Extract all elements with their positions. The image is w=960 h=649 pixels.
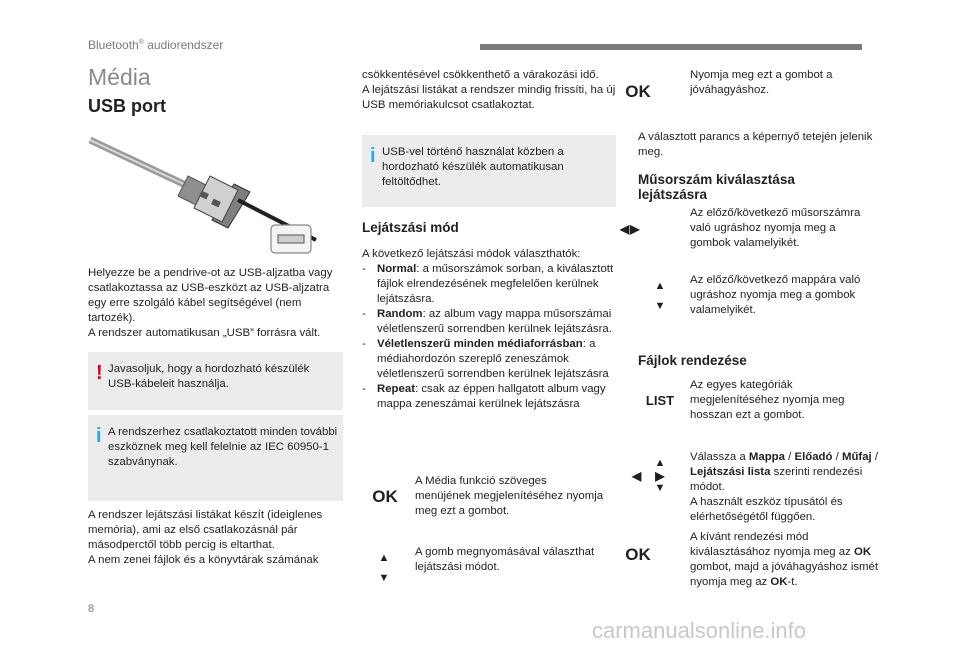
ok-button-icon: OK: [625, 545, 651, 564]
playback-mode-list: [362, 247, 620, 412]
track-selection-heading: Műsorszám kiválasztása lejátszásra: [638, 172, 795, 202]
info-box-charging: [362, 135, 616, 207]
ok-menu-text: A Média funkció szöveges menüjének megjelenítéséhez nyomja meg ezt a gombot.: [415, 475, 604, 517]
updown-folder-text: Az előző/következő mappára való ugráshoz nyomja meg a gombok valamelyikét.: [690, 274, 861, 316]
playlist-text: A rendszer lejátszási listákat készít (ideiglenes memória), ami az első csatlakozásnál pár másodperctől több percig is eltarthat. A nem zenei fájlok és a könyvtárak számának: [88, 509, 323, 566]
down-arrow-icon: ▼: [654, 300, 666, 312]
down-arrow-icon: ▼: [378, 572, 390, 584]
left-right-arrows-icon: [632, 469, 678, 483]
warning-box: [88, 352, 343, 410]
sort-confirm-text: A kívánt rendezési mód kiválasztásához nyomja meg az OK gombot, majd a jóváhagyáshoz ismét nyomja meg az OK-t.: [690, 531, 879, 588]
list-button-icon: LIST: [645, 393, 675, 408]
ok-button-icon: OK: [625, 82, 651, 101]
left-right-arrows-icon: [620, 222, 640, 236]
up-arrow-icon: ▲: [654, 457, 666, 469]
up-arrow-icon: ▲: [654, 280, 666, 292]
list-item: - Normal: a műsorszámok sorban, a kiválasztott fájlok elrendezésének megfelelően kerülnek lejátszásra.: [362, 263, 614, 305]
playback-mode-intro: A következő lejátszási módok választhatók:: [362, 248, 581, 260]
file-sort-heading: Fájlok rendezése: [638, 353, 747, 368]
list-categories-text: Az egyes kategóriák megjelenítéséhez nyomja meg hosszan ezt a gombot.: [690, 379, 845, 421]
list-item: - Random: az album vagy mappa műsorszámai véletlenszerű sorrendben kerülnek lejátszásra.: [362, 308, 612, 335]
usb-plug-illustration: [88, 132, 318, 256]
section-title: Bluetooth® audiorendszer: [88, 38, 224, 52]
updown-mode-text: A gomb megnyomásával választhat lejátszási módot.: [415, 546, 595, 573]
watermark: carmanualsonline.info: [592, 618, 807, 643]
info-text-iec: A rendszerhez csatlakoztatott minden további eszköznek meg kell felelnie az IEC 60950-1 szabványnak.: [108, 426, 338, 468]
list-item: - Véletlenszerű minden médiaforrásban: a médiahordozón szereplő zeneszámok véletlenszerű sorrendben kerülnek lejátszásra: [362, 338, 609, 380]
info-icon: i: [96, 425, 102, 447]
down-arrow-icon: ▼: [654, 482, 666, 494]
selected-command-text: A választott parancs a képernyő tetején jelenik meg.: [638, 131, 873, 158]
ok-confirm-text: Nyomja meg ezt a gombot a jóváhagyáshoz.: [690, 69, 833, 96]
ok-button-icon: OK: [372, 487, 398, 506]
info-text-charging: USB-vel történő használat közben a hordozható készülék automatikusan feltöltődhet.: [382, 146, 564, 188]
leftright-track-text: Az előző/következő műsorszámra való ugráshoz nyomja meg a gombok valamelyikét.: [690, 207, 861, 249]
warning-text: Javasoljuk, hogy a hordozható készülék USB-kábeleit használja.: [108, 363, 310, 390]
page-number: 8: [88, 603, 95, 615]
usb-port-heading: USB port: [88, 96, 166, 116]
info-icon: i: [370, 145, 376, 167]
info-box-iec: [88, 415, 343, 501]
up-arrow-icon: ▲: [378, 552, 390, 564]
left-arrow-icon: ◀: [632, 469, 656, 483]
page-title: Média: [88, 64, 151, 90]
warning-icon: !: [96, 362, 103, 384]
sort-mode-text: Válassza a Mappa / Előadó / Műfaj / Lejátszási lista szerinti rendezési módot. A használt eszköz típusától és elérhetőségétől függően.: [690, 451, 879, 523]
usb-intro-text: Helyezze be a pendrive-ot az USB-aljzatba vagy csatlakoztassa az USB-eszközt az USB-aljzatra egy erre szolgáló kábel segítségével (nem tartozék). A rendszer automatikusan „USB” forrásra vált.: [88, 267, 333, 339]
left-arrow-icon: ◀: [620, 222, 631, 236]
header-bar: [480, 44, 862, 50]
playback-mode-heading: Lejátszási mód: [362, 220, 459, 235]
playlist-text-continued: csökkentésével csökkenthető a várakozási idő. A lejátszási listákat a rendszer mindig frissíti, ha új USB memóriakulcsot csatlakoztat.: [362, 69, 616, 111]
right-arrow-icon: ▶: [630, 222, 641, 236]
right-arrow-icon: ▶: [655, 469, 679, 483]
list-item: - Repeat: csak az éppen hallgatott album vagy mappa zeneszámai kerülnek lejátszásra: [362, 383, 606, 410]
